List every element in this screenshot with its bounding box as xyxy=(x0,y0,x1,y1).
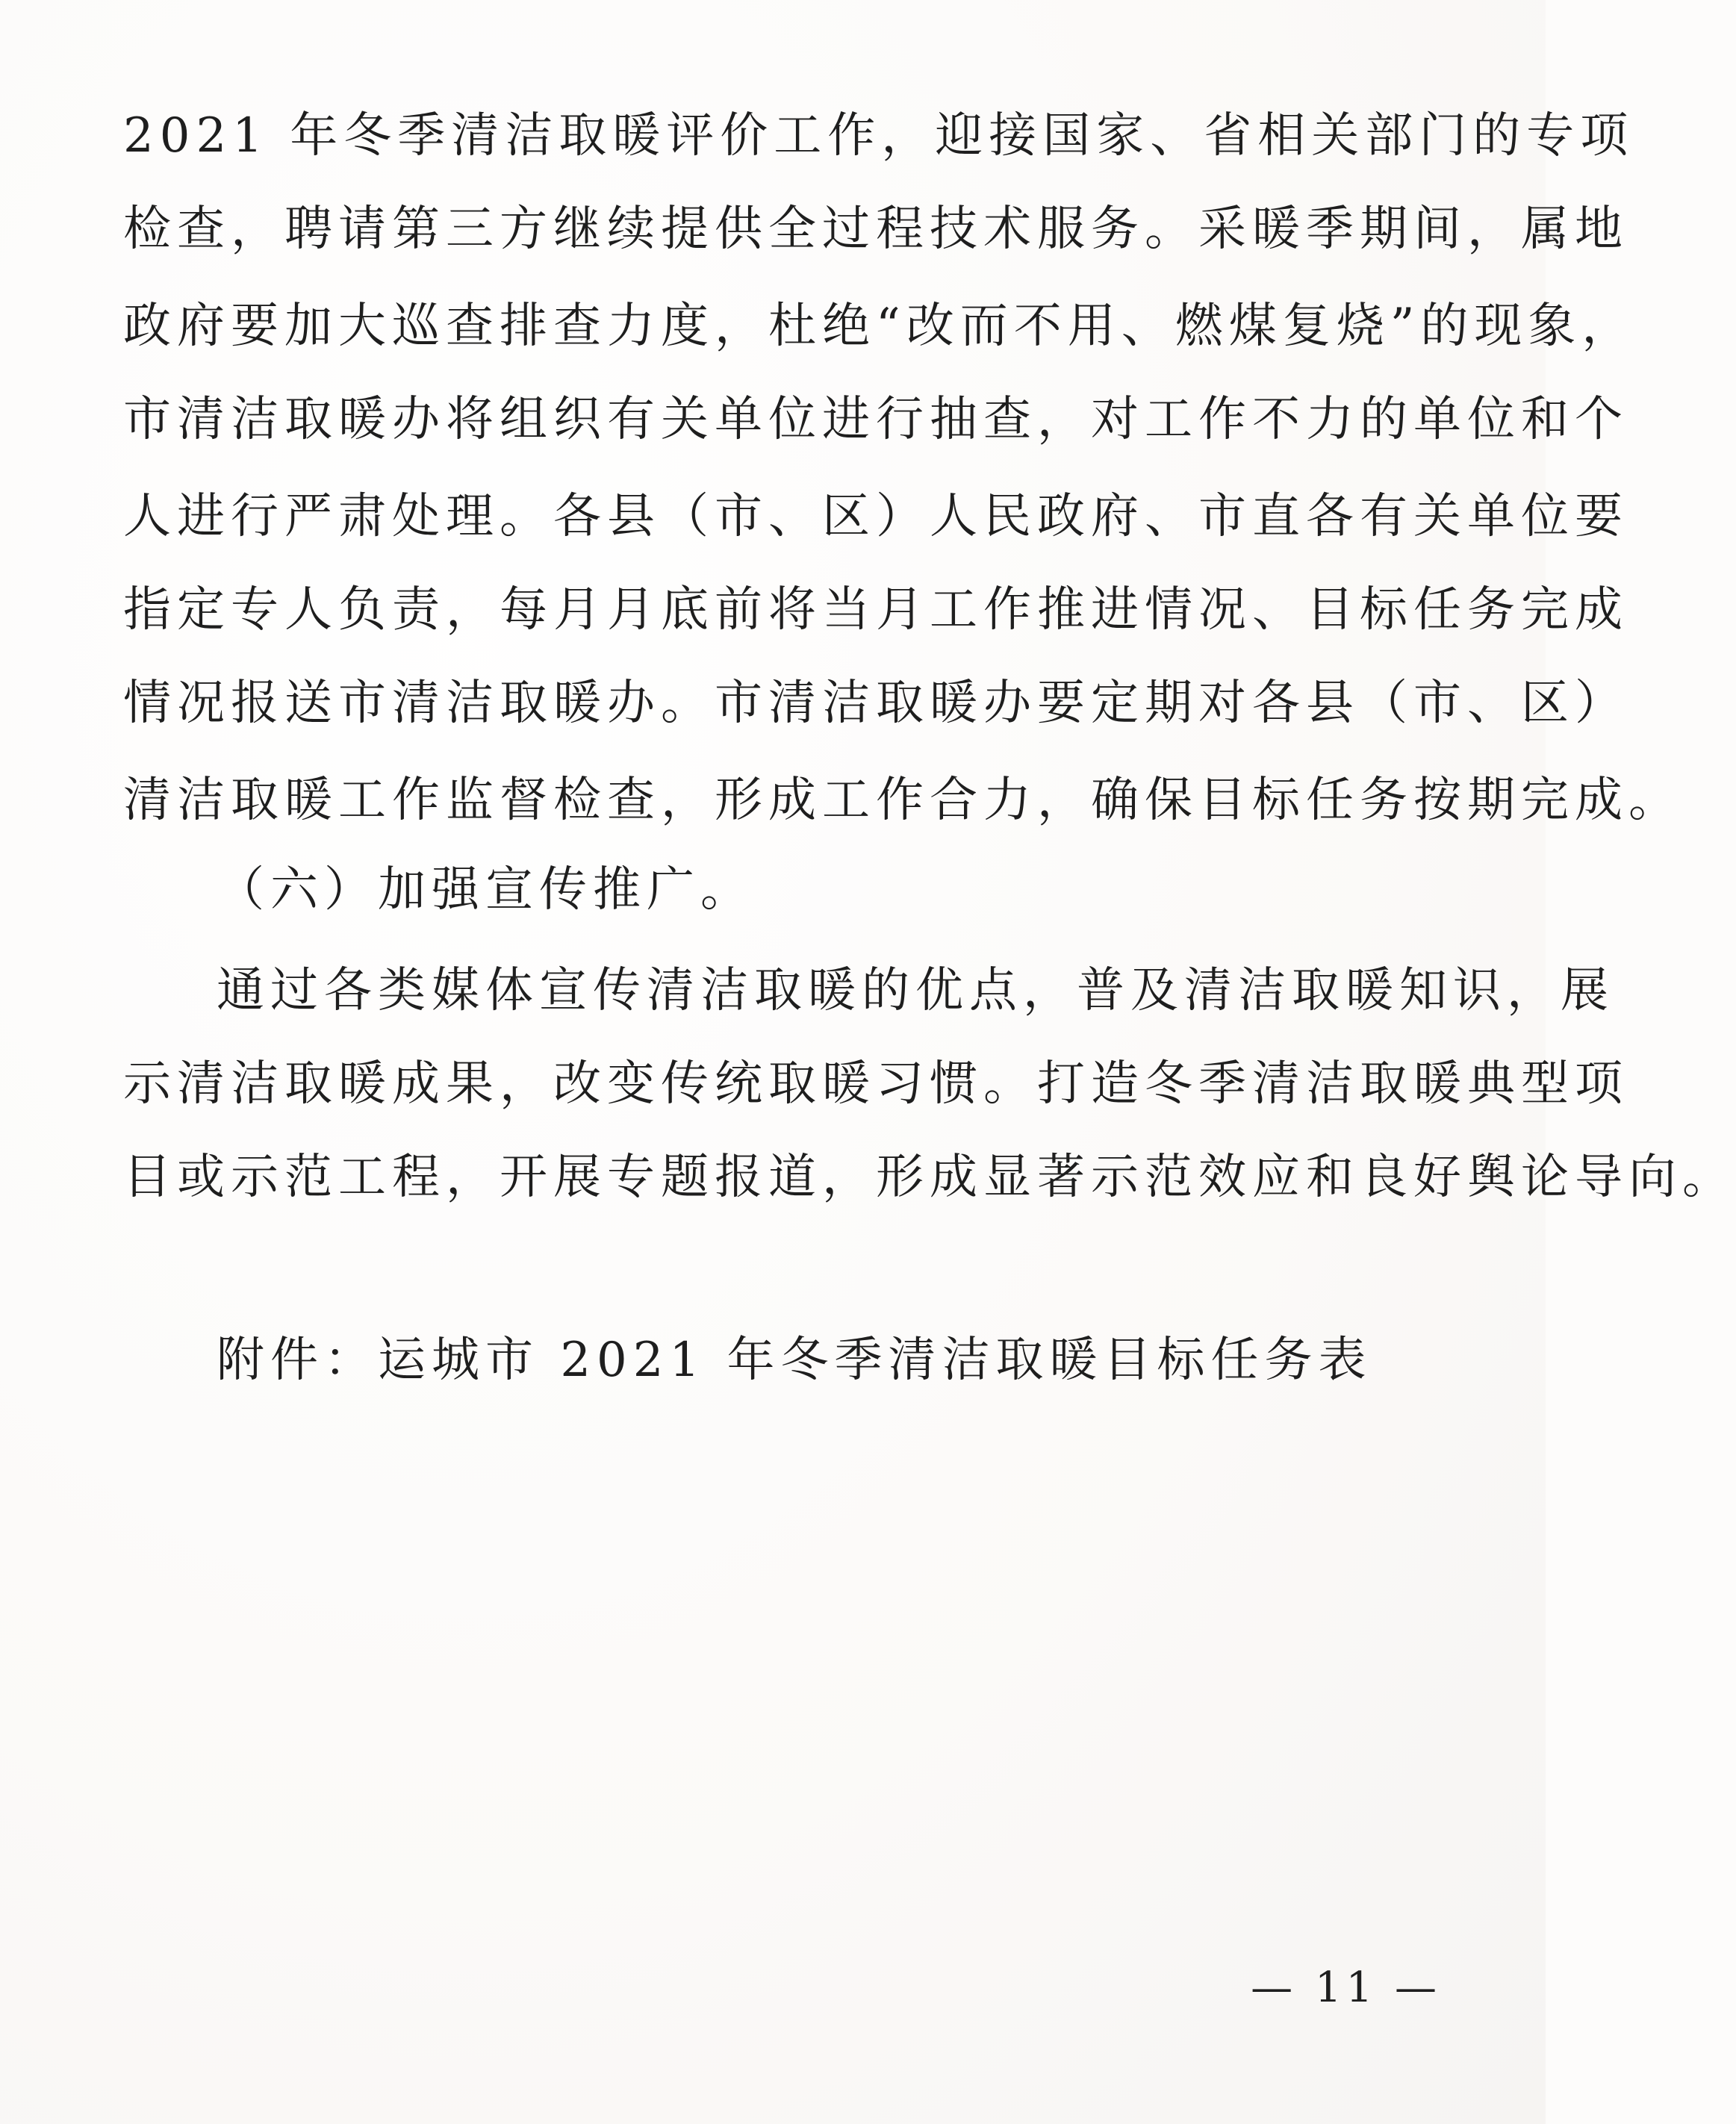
paragraph-line: 通过各类媒体宣传清洁取暖的优点，普及清洁取暖知识，展 xyxy=(217,963,1614,1018)
paragraph-line: 情况报送市清洁取暖办。市清洁取暖办要定期对各县（市、区） xyxy=(123,676,1628,731)
paragraph-line: 市清洁取暖办将组织有关单位进行抽查，对工作不力的单位和个 xyxy=(123,392,1628,447)
section-heading: （六）加强宣传推广。 xyxy=(217,862,754,918)
paragraph-line: 检查，聘请第三方继续提供全过程技术服务。采暖季期间，属地 xyxy=(123,202,1628,257)
page-number: — 11 — xyxy=(1251,1963,1441,2012)
paragraph-line: 政府要加大巡查排查力度，杜绝“改而不用、燃煤复烧”的现象， xyxy=(123,299,1636,354)
paragraph-line: 目或示范工程，开展专题报道，形成显著示范效应和良好舆论导向。 xyxy=(123,1150,1736,1205)
paragraph-line: 清洁取暖工作监督检查，形成工作合力，确保目标任务按期完成。 xyxy=(123,773,1682,828)
paragraph-line: 指定专人负责，每月月底前将当月工作推进情况、目标任务完成 xyxy=(123,582,1628,638)
paragraph-line: 2021 年冬季清洁取暖评价工作，迎接国家、省相关部门的专项 xyxy=(123,108,1634,163)
attachment-line: 附件：运城市 2021 年冬季清洁取暖目标任务表 xyxy=(217,1333,1372,1388)
paragraph-line: 人进行严肃处理。各县（市、区）人民政府、市直各有关单位要 xyxy=(123,489,1628,544)
paragraph-line: 示清洁取暖成果，改变传统取暖习惯。打造冬季清洁取暖典型项 xyxy=(123,1056,1628,1112)
